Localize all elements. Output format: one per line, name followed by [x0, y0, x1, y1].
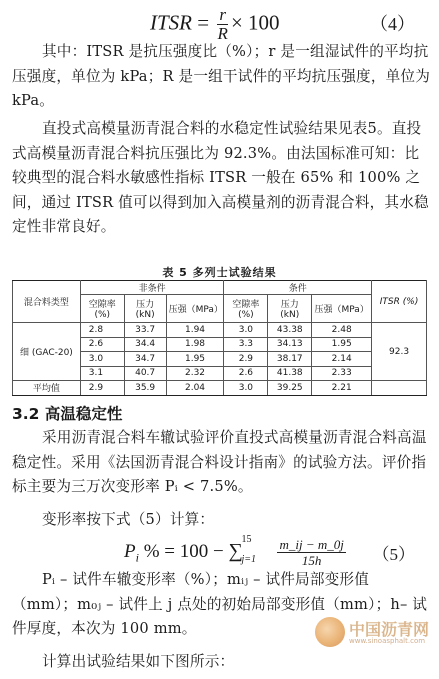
table-title: 表 5 多列士试验结果	[162, 266, 277, 279]
table-cell: 3.0	[224, 381, 268, 396]
table-cell: 1.95	[312, 337, 372, 352]
formula-4-numerator: r	[219, 5, 226, 24]
watermark-url: www.sinoasphalt.com	[349, 637, 426, 645]
table-cell: 34.13	[268, 337, 312, 352]
formula-4-equals: =	[192, 10, 215, 35]
site-watermark	[315, 613, 433, 651]
table-cell: 2.6	[224, 366, 268, 381]
table-cell: 38.17	[268, 352, 312, 367]
formula-5-lhs-sub: i	[135, 550, 139, 565]
header-wet-load: 压力 (kN)	[268, 295, 312, 323]
formula-intro-paragraph: 变形率按下式（5）计算：	[42, 511, 215, 528]
table-cell: 2.9	[224, 352, 268, 367]
definitions-paragraph: 其中：ITSR 是抗压强度比（%）；r 是一组湿试件的平均抗压强度，单位为 kPa；R 是一组干试件的平均抗压强度，单位为 kPa。	[12, 43, 431, 109]
table-row	[13, 323, 427, 338]
itsr-value-cell: 92.3	[372, 323, 427, 381]
table-cell: 39.25	[268, 381, 312, 396]
table-cell: 34.4	[124, 337, 166, 352]
header-conditioned: 条件	[224, 281, 372, 295]
table-cell: 43.38	[268, 323, 312, 338]
header-mix-type: 混合料类型	[13, 281, 81, 323]
formula-5-sum: ∑ 15 j=1	[228, 533, 256, 565]
table-cell-empty	[372, 381, 427, 396]
formula-4	[0, 0, 439, 42]
table-cell: 1.95	[166, 352, 224, 367]
average-label: 平均值	[13, 381, 81, 396]
table-cell: 2.32	[166, 366, 224, 381]
formula-5-rest: % = 100 −	[143, 540, 224, 562]
header-dry-strength: 压强（MPa）	[166, 295, 224, 323]
header-wet-void: 空隙率 (%)	[224, 295, 268, 323]
watermark-name: 中国沥青网	[349, 620, 430, 639]
duriez-results-table	[12, 280, 427, 396]
formula-4-lhs: ITSR	[150, 10, 192, 35]
section-heading: 3.2 高温稳定性	[12, 405, 123, 423]
table-cell: 3.1	[80, 366, 124, 381]
header-unconditioned: 非条件	[80, 281, 224, 295]
formula-5-numerator: m_ij − m_0j	[279, 537, 344, 552]
formula-5-sum-lower: j=1	[241, 553, 256, 565]
formula-4-denominator: R	[217, 24, 228, 43]
formula-5-denominator: 15h	[301, 553, 322, 568]
formula-4-number: （4）	[370, 14, 415, 34]
header-wet-strength: 压强（MPa）	[312, 295, 372, 323]
method-paragraph: 采用沥青混合料车辙试验评价直投式高模量沥青混合料高温稳定性。采用《法国沥青混合料设计指南》的试验方法。评价指标主要为三万次变形率 Pᵢ < 7.5%。	[12, 429, 427, 495]
formula-4-times: × 100	[230, 10, 280, 35]
table-row-average	[13, 381, 427, 396]
table-cell: 33.7	[124, 323, 166, 338]
table-cell: 2.21	[312, 381, 372, 396]
formula-5-sum-upper: 15	[241, 533, 252, 545]
formula-5-expression	[124, 533, 349, 568]
formula-5-fraction	[277, 537, 345, 568]
table-cell: 40.7	[124, 366, 166, 381]
closing-paragraph: 计算出试验结果如下图所示：	[42, 653, 235, 670]
formula-5-number: （5）	[372, 545, 415, 564]
table-cell: 3.0	[80, 352, 124, 367]
formula-5-lhs: P	[124, 540, 136, 562]
table-cell: 41.38	[268, 366, 312, 381]
header-itsr: ITSR (%)	[372, 281, 427, 323]
table-cell: 2.04	[166, 381, 224, 396]
header-dry-void: 空隙率 (%)	[80, 295, 124, 323]
table-cell: 2.6	[80, 337, 124, 352]
table-cell: 1.98	[166, 337, 224, 352]
table-cell: 2.33	[312, 366, 372, 381]
table-cell: 35.9	[124, 381, 166, 396]
table-cell: 2.48	[312, 323, 372, 338]
mix-name-cell: 细 (GAC-20)	[13, 323, 81, 381]
sinoasphalt-logo-icon	[315, 617, 345, 647]
table-cell: 1.94	[166, 323, 224, 338]
variables-paragraph: Pᵢ – 试件车辙变形率（%）；mᵢⱼ – 试件局部变形值（mm）；m₀ⱼ – 试件上 j 点处的初始局部变形值（mm）；h– 试件厚度，本次为 100 mm。	[12, 571, 428, 637]
formula-4-fraction	[217, 6, 228, 43]
table-cell: 2.8	[80, 323, 124, 338]
table-cell: 2.9	[80, 381, 124, 396]
table-cell: 2.14	[312, 352, 372, 367]
header-dry-load: 压力 (kN)	[124, 295, 166, 323]
table-cell: 3.0	[224, 323, 268, 338]
table-cell: 34.7	[124, 352, 166, 367]
table-cell: 3.3	[224, 337, 268, 352]
formula-4-expression	[150, 6, 280, 43]
results-paragraph: 直投式高模量沥青混合料的水稳定性试验结果见表5。直投式高模量沥青混合料抗压强比为 92.3%。由法国标准可知：比较典型的混合料水敏感性指标 ITSR 一般在 65% 和 100% 之间，通过 ITSR 值可以得到加入高模量剂的沥青混合料，其水稳定性非常良好。	[12, 120, 429, 235]
